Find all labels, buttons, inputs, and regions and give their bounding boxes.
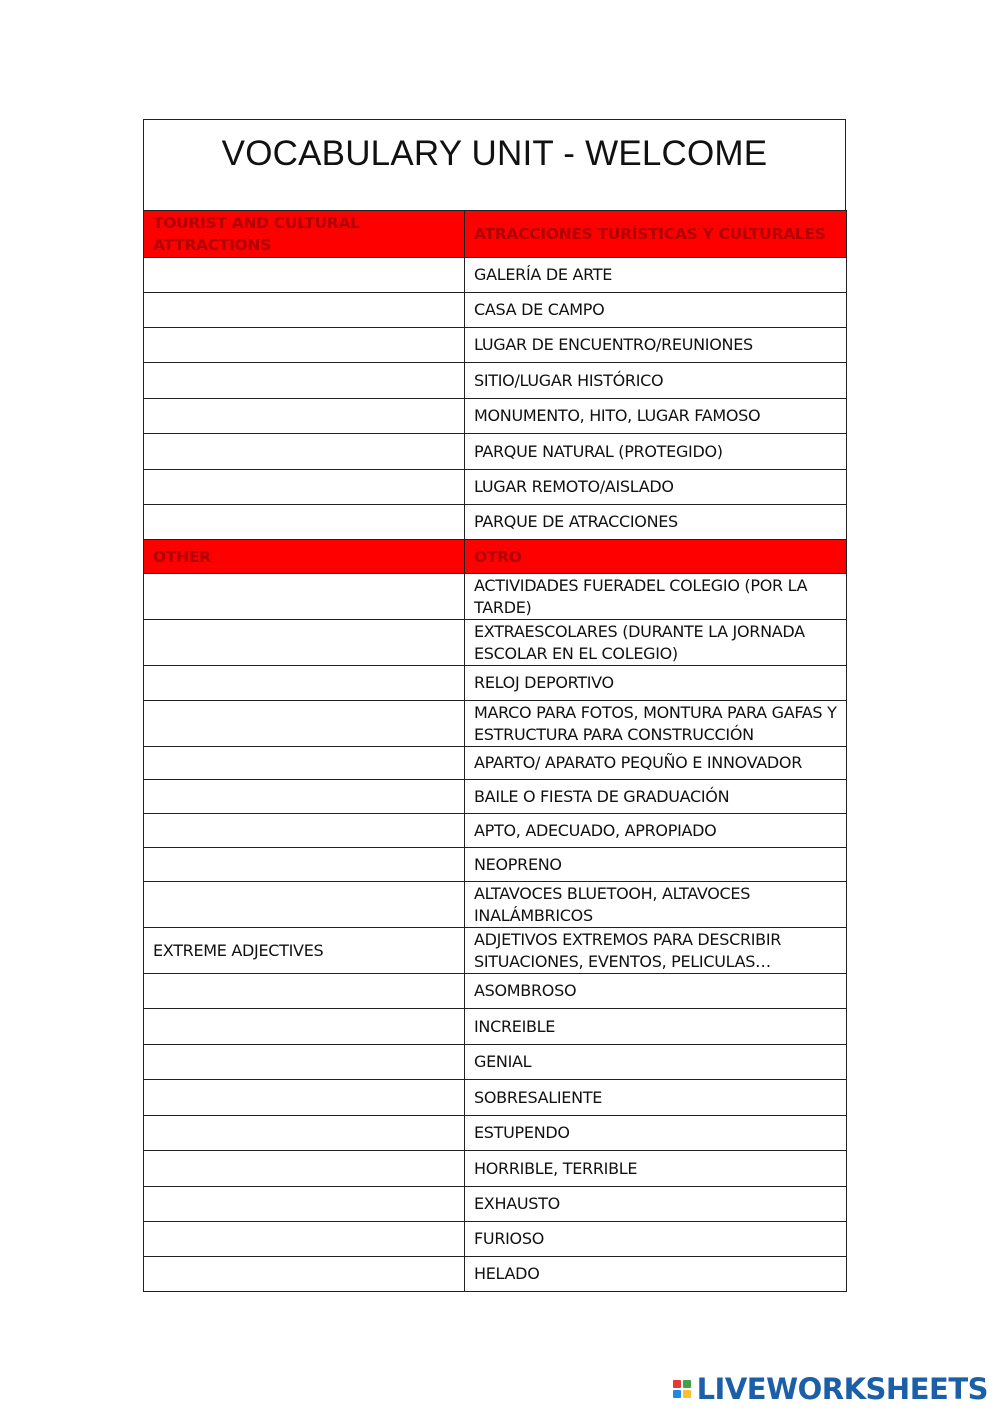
vocab-row	[144, 505, 847, 540]
english-answer-blank[interactable]	[144, 701, 465, 747]
spanish-translation-cell: MONUMENTO, HITO, LUGAR FAMOSO	[465, 399, 847, 434]
vocab-row	[144, 620, 847, 666]
spanish-translation-cell: MARCO PARA FOTOS, MONTURA PARA GAFAS Y ESTRUCTURA PARA CONSTRUCCIÓN	[465, 701, 847, 747]
english-answer-blank[interactable]	[144, 666, 465, 701]
spanish-translation-cell: HORRIBLE, TERRIBLE	[465, 1151, 847, 1187]
vocab-row	[144, 363, 847, 399]
vocab-row	[144, 470, 847, 505]
section-header-row	[144, 540, 847, 574]
vocab-row	[144, 974, 847, 1009]
section-header-english: TOURIST AND CULTURAL ATTRACTIONS	[144, 211, 465, 258]
english-answer-blank[interactable]	[144, 363, 465, 399]
english-answer-blank[interactable]	[144, 848, 465, 882]
section-header-english: OTHER	[144, 540, 465, 574]
english-answer-blank[interactable]	[144, 399, 465, 434]
english-answer-blank[interactable]	[144, 747, 465, 780]
vocab-row	[144, 1080, 847, 1116]
english-answer-blank[interactable]	[144, 505, 465, 540]
spanish-translation-cell: ESTUPENDO	[465, 1116, 847, 1151]
spanish-translation-cell: EXTRAESCOLARES (DURANTE LA JORNADA ESCOLAR EN EL COLEGIO)	[465, 620, 847, 666]
spanish-translation-cell: APARTO/ APARATO PEQUÑO E INNOVADOR	[465, 747, 847, 780]
english-answer-blank[interactable]	[144, 1222, 465, 1257]
spanish-translation-cell: NEOPRENO	[465, 848, 847, 882]
spanish-translation-cell: SITIO/LUGAR HISTÓRICO	[465, 363, 847, 399]
english-answer-blank[interactable]	[144, 1009, 465, 1045]
english-answer-blank[interactable]	[144, 293, 465, 328]
vocab-row	[144, 1116, 847, 1151]
spanish-translation-cell: FURIOSO	[465, 1222, 847, 1257]
english-answer-blank[interactable]	[144, 780, 465, 814]
vocab-row	[144, 258, 847, 293]
spanish-translation-cell: ACTIVIDADES FUERADEL COLEGIO (POR LA TARDE)	[465, 574, 847, 620]
spanish-translation-cell: ALTAVOCES BLUETOOH, ALTAVOCES INALÁMBRICOS	[465, 882, 847, 928]
spanish-translation-cell: ASOMBROSO	[465, 974, 847, 1009]
spanish-translation-cell: GENIAL	[465, 1045, 847, 1080]
vocab-row	[144, 701, 847, 747]
vocab-row	[144, 848, 847, 882]
spanish-translation-cell: INCREIBLE	[465, 1009, 847, 1045]
vocab-row	[144, 1045, 847, 1080]
vocab-row	[144, 1151, 847, 1187]
vocab-row	[144, 747, 847, 780]
english-answer-blank[interactable]	[144, 1257, 465, 1292]
section-header-spanish: OTRO	[465, 540, 847, 574]
spanish-translation-cell: ADJETIVOS EXTREMOS PARA DESCRIBIR SITUACIONES, EVENTOS, PELICULAS…	[465, 928, 847, 974]
page-title: VOCABULARY UNIT - WELCOME	[221, 134, 768, 173]
section-header-row	[144, 211, 847, 258]
vocab-row	[144, 399, 847, 434]
english-answer-blank[interactable]	[144, 974, 465, 1009]
spanish-translation-cell: SOBRESALIENTE	[465, 1080, 847, 1116]
english-answer-blank[interactable]	[144, 258, 465, 293]
english-answer-blank[interactable]	[144, 882, 465, 928]
spanish-translation-cell: PARQUE DE ATRACCIONES	[465, 505, 847, 540]
english-answer-blank[interactable]	[144, 814, 465, 848]
vocab-row	[144, 1257, 847, 1292]
vocab-row	[144, 928, 847, 974]
vocabulary-table	[143, 210, 847, 1292]
spanish-translation-cell: HELADO	[465, 1257, 847, 1292]
vocab-row	[144, 293, 847, 328]
english-answer-blank[interactable]	[144, 470, 465, 505]
liveworksheets-logo	[673, 1372, 988, 1406]
english-answer-blank[interactable]	[144, 1151, 465, 1187]
spanish-translation-cell: LUGAR REMOTO/AISLADO	[465, 470, 847, 505]
vocab-row	[144, 1009, 847, 1045]
logo-text: LIVEWORKSHEETS	[696, 1372, 988, 1406]
english-answer-blank[interactable]	[144, 1080, 465, 1116]
english-answer-blank[interactable]	[144, 1187, 465, 1222]
vocab-row	[144, 814, 847, 848]
spanish-translation-cell: EXHAUSTO	[465, 1187, 847, 1222]
english-term-cell: EXTREME ADJECTIVES	[144, 928, 465, 974]
english-answer-blank[interactable]	[144, 574, 465, 620]
spanish-translation-cell: CASA DE CAMPO	[465, 293, 847, 328]
vocab-row	[144, 328, 847, 363]
vocab-row	[144, 666, 847, 701]
english-answer-blank[interactable]	[144, 328, 465, 363]
section-header-spanish: ATRACCIONES TURÍSTICAS Y CULTURALES	[465, 211, 847, 258]
vocabulary-sheet	[143, 119, 846, 1292]
vocab-row	[144, 434, 847, 470]
spanish-translation-cell: GALERÍA DE ARTE	[465, 258, 847, 293]
english-answer-blank[interactable]	[144, 1116, 465, 1151]
vocab-row	[144, 780, 847, 814]
title-box	[143, 119, 846, 210]
vocab-row	[144, 574, 847, 620]
spanish-translation-cell: RELOJ DEPORTIVO	[465, 666, 847, 701]
vocab-row	[144, 882, 847, 928]
spanish-translation-cell: APTO, ADECUADO, APROPIADO	[465, 814, 847, 848]
spanish-translation-cell: PARQUE NATURAL (PROTEGIDO)	[465, 434, 847, 470]
english-answer-blank[interactable]	[144, 434, 465, 470]
vocab-row	[144, 1222, 847, 1257]
spanish-translation-cell: BAILE O FIESTA DE GRADUACIÓN	[465, 780, 847, 814]
spanish-translation-cell: LUGAR DE ENCUENTRO/REUNIONES	[465, 328, 847, 363]
logo-mark-icon	[673, 1380, 691, 1398]
english-answer-blank[interactable]	[144, 620, 465, 666]
vocab-row	[144, 1187, 847, 1222]
english-answer-blank[interactable]	[144, 1045, 465, 1080]
